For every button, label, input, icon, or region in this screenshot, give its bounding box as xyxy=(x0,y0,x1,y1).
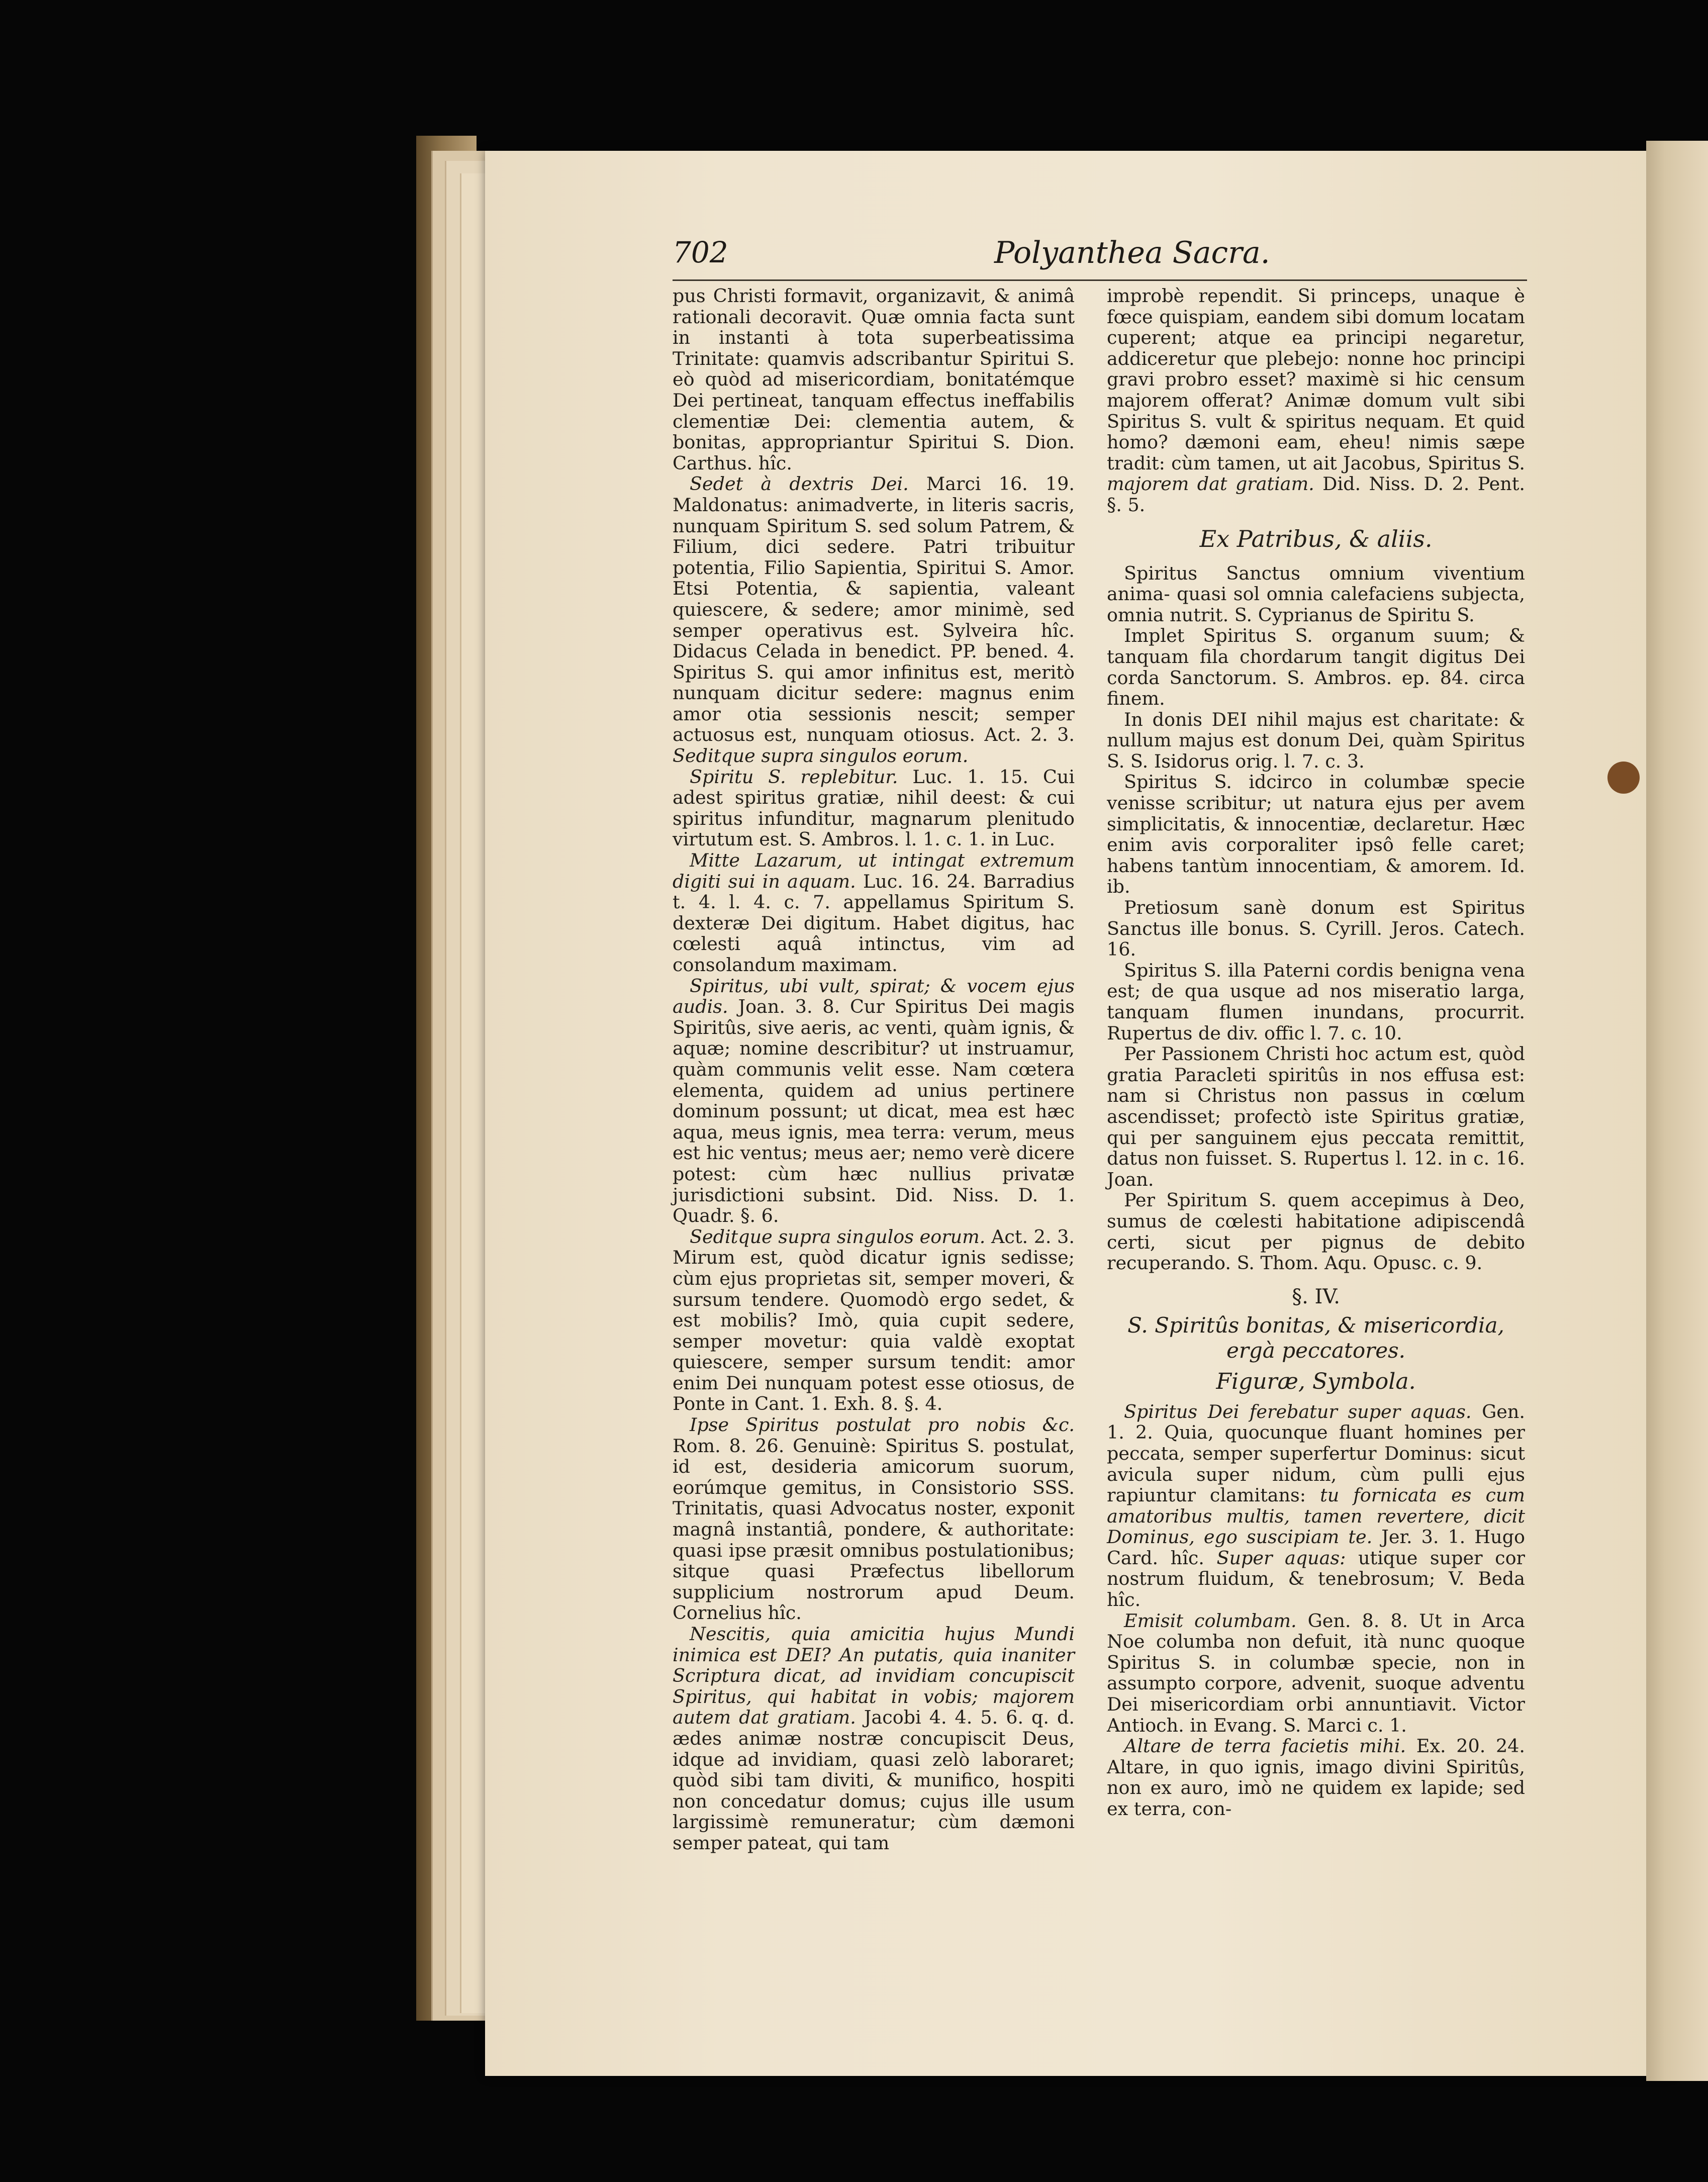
paragraph: Spiritus S. illa Paterni cordis benigna vena est; de qua usque ad nos miseratio larga, tanquam flumen inundans, procurrit. Rupertus de div. offic l. 7. c. 10. xyxy=(1107,959,1525,1044)
left-column xyxy=(673,286,1075,1854)
paragraph: Spiritus S. idcirco in columbæ specie venisse scribitur; ut natura ejus per avem simplicitatis, & innocentiæ, declaretur. Hæc enim avis corporaliter ipsô felle caret; habens tantùm innocentiam, & amorem. Id. ib. xyxy=(1107,771,1525,898)
section-title: S. Spiritûs bonitas, & misericordia, ergà peccatores. xyxy=(1127,1312,1504,1363)
facing-page-gutter xyxy=(1646,141,1708,2081)
ink-stain xyxy=(1607,762,1640,794)
paragraph: Per Passionem Christi hoc actum est, quòd gratia Paracleti spiritûs in nos effusa est: nam si Christus non passus in cœlum ascendisset; profectò iste Spiritus gratiæ, qui per sanguinem ejus peccata remittit, datus non fuisset. S. Rupertus l. 12. in c. 16. Joan. xyxy=(1107,1043,1525,1190)
paragraph: Spiritus, ubi vult, spirat; & vocem ejus audis. Joan. 3. 8. Cur Spiritus Dei magis Spiritûs, sive aeris, ac venti, quàm ignis, & aquæ; nomine describitur? ut instruamur, quàm communis velit esse. Nam cœtera elementa, quidem ad unius pertinere dominum possunt; ut dicat, mea est hæc aqua, meus ignis, mea terra: verum, meus est hic ventus; meus aer; nemo verè dicere potest: cùm hæc nullius privatæ jurisdictioni subsint. Did. Niss. D. 1. Quadr. §. 6. xyxy=(673,975,1075,1227)
paragraph: Seditque supra singulos eorum. Act. 2. 3. Mirum est, quòd dicatur ignis sedisse; cùm ejus proprietas sit, semper moveri, & sursum tendere. Quomodò ergo sedet, & est mobilis? Imò, quia cupit sedere, semper movetur: quia valdè exoptat quiescere, semper sursum tendit: amor enim Dei nunquam potest esse otiosus, de Ponte in Cant. 1. Exh. 8. §. 4. xyxy=(673,1225,1075,1415)
section-heading: Ex Patribus, & aliis. xyxy=(1199,525,1433,552)
paragraph: Per Spiritum S. quem accepimus à Deo, sumus de cœlesti habitatione adipiscendâ certi, sicut per pignus de debito recuperando. S. Thom. Aqu. Opusc. c. 9. xyxy=(1107,1189,1525,1274)
page-number: 702 xyxy=(673,235,728,269)
section-subtitle: Figuræ, Symbola. xyxy=(1216,1368,1416,1394)
paragraph: In donis DEI nihil majus est charitate: & nullum majus est donum Dei, quàm Spiritus S. S. Isidorus orig. l. 7. c. 3. xyxy=(1107,708,1525,772)
running-title: Polyanthea Sacra. xyxy=(994,235,1270,270)
paragraph: Spiritus Dei ferebatur super aquas. Gen. 1. 2. Quia, quocunque fluant homines per peccata, semper superfertur Dominus: sicut avicula super nidum, cùm pulli ejus rapiuntur clamitans: tu fornicata es cum amatoribus multis, tamen revertere, dicit Dominus, ego suscipiam te. Jer. 3. 1. Hugo Card. hîc. Super aquas: utique super cor nostrum fluidum, & tenebrosum; V. Beda hîc. xyxy=(1107,1400,1526,1611)
right-column xyxy=(1107,286,1525,1820)
paragraph: Spiritu S. replebitur. Luc. 1. 15. Cui adest spiritus gratiæ, nihil deest: & cui spiritus infunditur, magnarum plenitudo virtutum est. S. Ambros. l. 1. c. 1. in Luc. xyxy=(673,766,1075,850)
header-rule xyxy=(673,279,1527,281)
paragraph: improbè rependit. Si princeps, unaque è fœce quispiam, eandem sibi domum locatam cuperent; atque ea principi negaretur, addiceretur que plebejo: nonne hoc principi gravi probro esset? maximè si hic censum majorem offerat? Animæ domum vult sibi Spiritus S. vult & spiritus nequam. Et quid homo? dæmoni eam, eheu! nimis sæpe tradit: cùm tamen, ut ait Jacobus, Spiritus S. majorem dat gratiam. Did. Niss. D. 2. Pent. §. 5. xyxy=(1107,285,1526,516)
paragraph: pus Christi formavit, organizavit, & animâ rationali decoravit. Quæ omnia facta sunt in instanti à tota superbeatissima Trinitate: quamvis adscribantur Spiritui S. eò quòd ad misericordiam, bonitatémque Dei pertineat, tanquam effectus ineffabilis clementiæ Dei: clementia autem, & bonitas, appropriantur Spiritui S. Dion. Carthus. hîc. xyxy=(673,285,1075,474)
paragraph: Ipse Spiritus postulat pro nobis &c. Rom. 8. 26. Genuinè: Spiritus S. postulat, id est, desideria amicorum suorum, eorúmque gemitus, in Consistorio SSS. Trinitatis, quasi Advocatus noster, exponit magnâ instantiâ, pondere, & authoritate: quasi ipse præsit omnibus postulationibus; sitque quasi Præfectus libellorum supplicium nostrorum apud Deum. Cornelius hîc. xyxy=(673,1414,1075,1624)
paragraph: Sedet à dextris Dei. Marci 16. 19. Maldonatus: animadverte, in literis sacris, nunquam Spiritum S. sed solum Patrem, & Filium, dici sedere. Patri tribuitur potentia, Filio Sapientia, Spiritui S. Amor. Etsi Potentia, & sapientia, valeant quiescere, & sedere; amor minimè, sed semper operativus est. Sylveira hîc. Didacus Celada in benedict. PP. bened. 4. Spiritus S. qui amor infinitus est, meritò nunquam dicitur sedere: magnus enim amor otia sessionis nescit; semper actuosus est, nunquam otiosus. Act. 2. 3. Seditque supra singulos eorum. xyxy=(673,473,1075,767)
page-header xyxy=(673,235,1527,280)
paragraph: Emisit columbam. Gen. 8. 8. Ut in Arca Noe columba non defuit, ità nunc quoque Spiritus S. in columbæ specie, non in assumpto corpore, advenit, suoque adventu Dei misericordiam orbi annuntiavit. Victor Antioch. in Evang. S. Marci c. 1. xyxy=(1107,1609,1525,1736)
paragraph: Implet Spiritus S. organum suum; & tanquam fila chordarum tangit digitus Dei corda Sanctorum. S. Ambros. ep. 84. circa finem. xyxy=(1107,625,1525,710)
paragraph: Altare de terra facietis mihi. Ex. 20. 24. Altare, in quo ignis, imago divini Spiritûs, non ex auro, imò ne quidem ex lapide; sed ex terra, con- xyxy=(1107,1735,1525,1820)
paragraph: Spiritus Sanctus omnium viventium anima- quasi sol omnia calefaciens subjecta, omnia nutrit. S. Cyprianus de Spiritu S. xyxy=(1107,562,1525,626)
section-number: §. IV. xyxy=(1292,1285,1340,1308)
paragraph: Pretiosum sanè donum est Spiritus Sanctus ille bonus. S. Cyrill. Jeros. Catech. 16. xyxy=(1107,897,1525,961)
paragraph: Nescitis, quia amicitia hujus Mundi inimica est DEI? An putatis, quia inaniter Scriptura dicat, ad invidiam concupiscit Spiritus, qui habitat in vobis; majorem autem dat gratiam. Jacobi 4. 4. 5. 6. q. d. ædes animæ nostræ concupiscit Deus, idque ad invidiam, quasi zelò laboraret; quòd sibi tam diviti, & munifico, hospiti non concedatur domus; cujus ille usum largissimè remuneratur; cùm dæmoni semper pateat, qui tam xyxy=(673,1623,1075,1854)
paragraph: Mitte Lazarum, ut intingat extremum digiti sui in aquam. Luc. 16. 24. Barradius t. 4. l. 4. c. 7. appellamus Spiritum S. dexteræ Dei digitum. Habet digitus, hac cœlesti aquâ intinctus, vim ad consolandum maximam. xyxy=(673,849,1075,976)
